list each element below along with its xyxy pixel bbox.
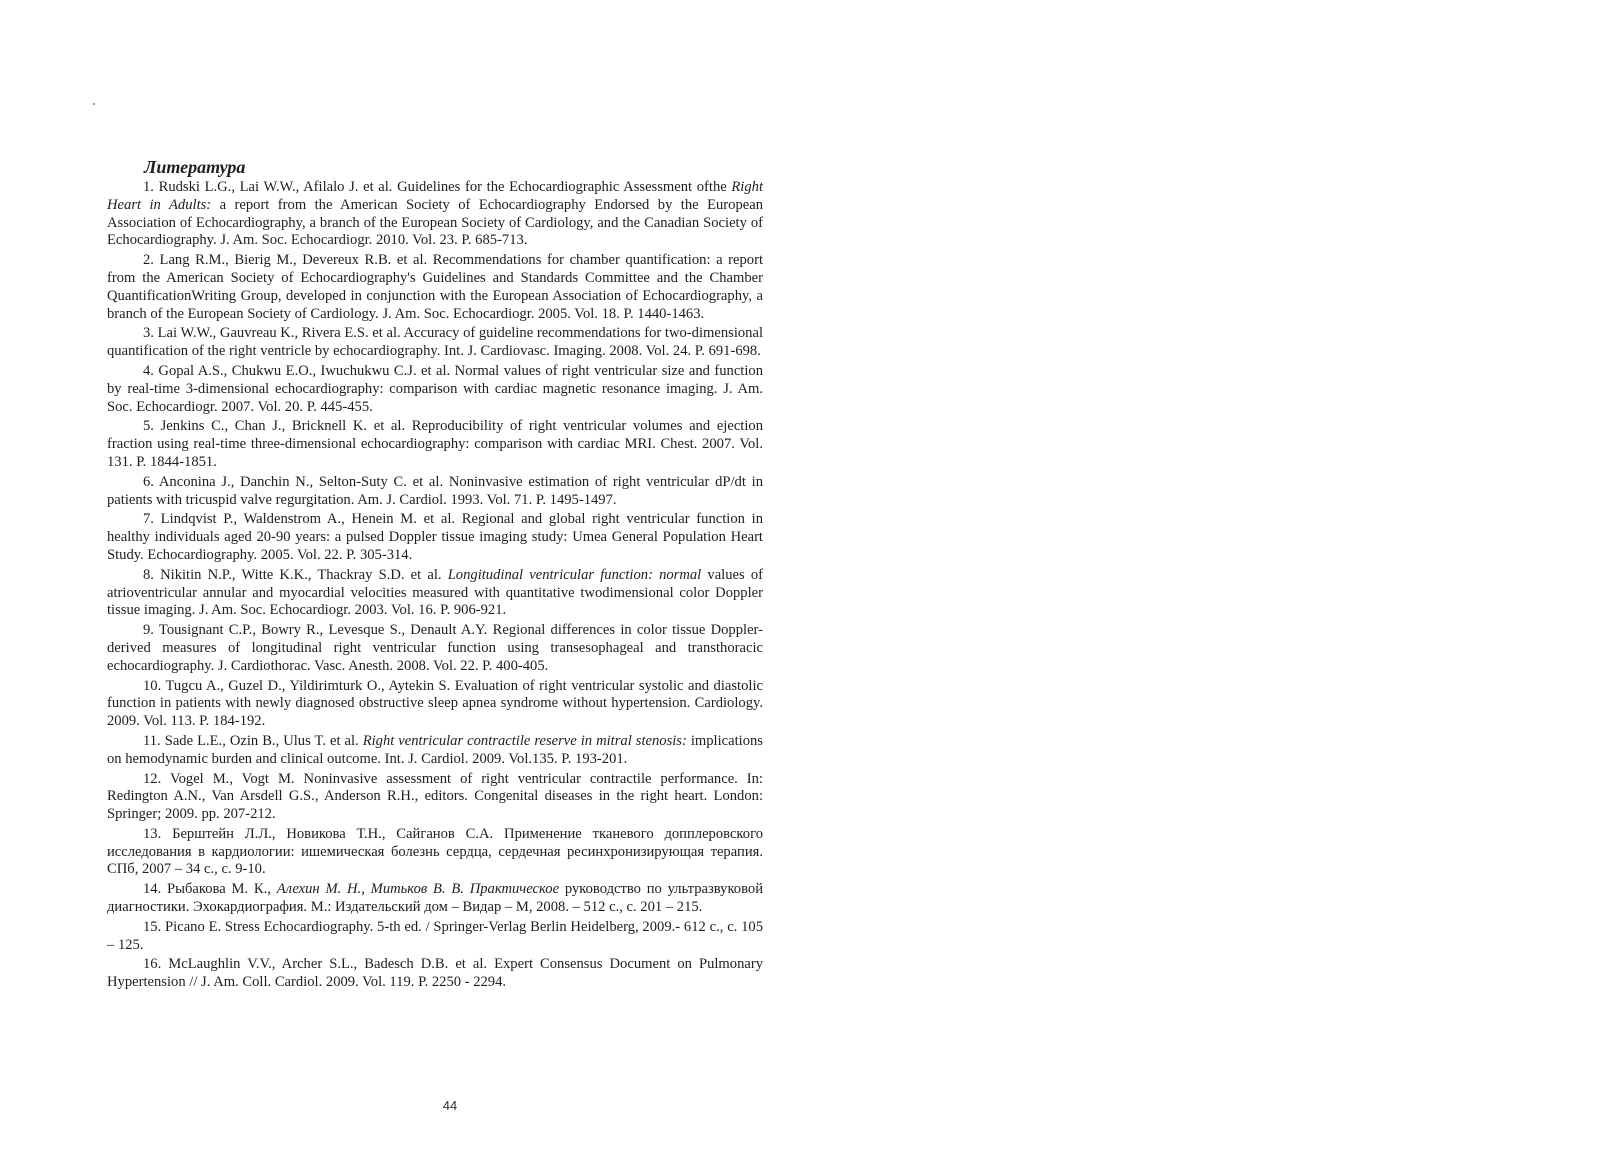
references-heading: Литература <box>144 157 246 177</box>
reference-entry <box>107 567 763 620</box>
reference-number: 14. <box>143 881 168 898</box>
reference-entry <box>107 826 763 879</box>
reference-entry <box>107 179 763 250</box>
reference-number: 4. <box>143 362 159 379</box>
reference-entry <box>107 622 763 675</box>
reference-text: Tugcu A., Guzel D., Yildirimturk O., Aytekin S. Evaluation of right ventricular systolic and diastolic function in patients with newly diagnosed obstructive sleep apnea syndrome without hypertension. Cardiology. 2009. Vol. 113. P. 184-192. <box>107 677 763 730</box>
reference-text: Vogel M., Vogt M. Noninvasive assessment of right ventricular contractile performance. In: Redington A.N., Van Arsdell G.S., Anderson R.H., editors. Congenital diseases in the right heart. London: Springer; 2009. pp. 207-212. <box>107 770 763 823</box>
reference-number: 1. <box>143 179 159 195</box>
reference-text: Lai W.W., Gauvreau K., Rivera E.S. et al. Accuracy of guideline recommendations for two-dimensional quantification of the right ventricle by echocardiography. Int. J. Cardiovasc. Imaging. 2008. Vol. 24. P. 691-698. <box>107 325 763 360</box>
reference-entry <box>107 511 763 564</box>
reference-number: 9. <box>143 622 159 639</box>
reference-number: 10. <box>143 677 166 694</box>
reference-number: 11. <box>143 732 165 749</box>
reference-number: 8. <box>143 566 161 583</box>
reference-entry <box>107 474 763 510</box>
reference-text: McLaughlin V.V., Archer S.L., Badesch D.B. et al. Expert Consensus Document on Pulmonary Hypertension // J. Am. Coll. Cardiol. 2009. Vol. 119. P. 2250 - 2294. <box>107 956 764 991</box>
reference-text: руководство по ультразвуковой диагностики. Эхокардиография. М.: Издательский дом – Видар – М, 2008. – 512 с., с. 201 – 215. <box>107 881 764 916</box>
reference-text: Берштейн Л.Л., Новикова Т.Н., Сайганов С.А. Применение тканевого допплеровского исследования в кардиологии: ишемическая болезнь сердца, сердечная ресинхронизирующая терапия. СПб, 2007 – 34 с., с. 9-10. <box>107 825 763 878</box>
reference-number: 5. <box>143 418 161 435</box>
reference-number: 2. <box>143 252 160 269</box>
page-number: 44 <box>442 1098 458 1113</box>
reference-entry <box>107 956 763 992</box>
reference-number: 3. <box>143 325 158 342</box>
reference-text: Nikitin N.P., Witte K.K., Thackray S.D. et al. <box>160 566 448 583</box>
references-section <box>107 156 763 994</box>
reference-entry <box>107 733 763 769</box>
reference-text: Lang R.M., Bierig M., Devereux R.B. et al. Recommendations for chamber quantification: a report from the American Society of Echocardiography's Guidelines and Standards Committee and the Chamber QuantificationWriting Group, developed in conjunction with the European Association of Echocardiography, a branch of the European Society of Cardiology. J. Am. Soc. Echocardiogr. 2005. Vol. 18. P. 1440-1463. <box>107 252 763 322</box>
reference-number: 7. <box>143 511 161 528</box>
reference-number: 12. <box>143 770 170 787</box>
reference-italic-text: Longitudinal ventricular function: normal <box>447 566 702 583</box>
scan-speck <box>93 103 95 105</box>
reference-number: 6. <box>143 473 159 490</box>
reference-text: implications on hemodynamic burden and clinical outcome. Int. J. Cardiol. 2009. Vol.135. P. 193-201. <box>107 732 763 767</box>
reference-entry <box>107 252 763 323</box>
reference-text: Lindqvist P., Waldenstrom A., Henein M. et al. Regional and global right ventricular function in healthy individuals aged 20-90 years: a pulsed Doppler tissue imaging study: Umea General Population Heart Study. Echocardiography. 2005. Vol. 22. P. 305-314. <box>107 511 763 563</box>
reference-text: a report from the American Society of Echocardiography Endorsed by the European Association of Echocardiography, a branch of the European Society of Cardiology, and the Canadian Society of Echocardiography. J. Am. Soc. Echocardiogr. 2010. Vol. 23. P. 685-713. <box>107 196 763 249</box>
reference-text: Rudski L.G., Lai W.W., Afilalo J. et al. Guidelines for the Echocardiographic Assessment ofthe <box>158 179 732 195</box>
reference-italic-text: Алехин М. Н., Митьков В. В. Практическое <box>276 881 560 898</box>
reference-entry <box>107 771 763 824</box>
reference-entry <box>107 881 763 917</box>
reference-text: values of atrioventricular annular and myocardial velocities measured with quantitative twodimensional color Doppler tissue imaging. J. Am. Soc. Echocardiogr. 2003. Vol. 16. P. 906-921. <box>107 566 763 619</box>
reference-text: Gopal A.S., Chukwu E.O., Iwuchukwu C.J. et al. Normal values of right ventricular size and function by real-time 3-dimensional echocardiography: comparison with cardiac magnetic resonance imaging. J. Am. Soc. Echocardiogr. 2007. Vol. 20. P. 445-455. <box>107 362 763 415</box>
reference-number: 15. <box>143 918 166 935</box>
reference-text: Picano E. Stress Echocardiography. 5-th ed. / Springer-Verlag Berlin Heidelberg, 2009.- 612 c., c. 105 – 125. <box>107 918 764 953</box>
reference-number: 16. <box>143 956 169 973</box>
reference-entry <box>107 919 763 955</box>
reference-text: Anconina J., Danchin N., Selton-Suty C. et al. Noninvasive estimation of right ventricular dP/dt in patients with tricuspid valve regurgitation. Am. J. Cardiol. 1993. Vol. 71. P. 1495-1497. <box>107 473 763 508</box>
reference-entry <box>107 325 763 361</box>
reference-entry <box>107 678 763 731</box>
reference-text: Tousignant C.P., Bowry R., Levesque S., Denault A.Y. Regional differences in color tissue Doppler-derived measures of longitudinal right ventricular function using transesophageal and transthoracic echocardiography. J. Cardiothorac. Vasc. Anesth. 2008. Vol. 22. P. 400-405. <box>107 622 763 674</box>
reference-list <box>107 179 763 992</box>
reference-text: Sade L.E., Ozin B., Ulus T. et al. <box>164 732 363 749</box>
reference-number: 13. <box>143 825 173 842</box>
reference-text: Рыбакова М. К., <box>167 881 277 898</box>
reference-entry <box>107 363 763 416</box>
reference-italic-text: Right ventricular contractile reserve in mitral stenosis: <box>362 732 687 749</box>
reference-entry <box>107 418 763 471</box>
reference-italic-text: Right Heart in Adults: <box>107 179 763 213</box>
reference-text: Jenkins C., Chan J., Bricknell K. et al. Reproducibility of right ventricular volumes and ejection fraction using real-time three-dimensional echocardiography: comparison with cardiac MRI. Chest. 2007. Vol. 131. P. 1844-1851. <box>107 418 764 470</box>
